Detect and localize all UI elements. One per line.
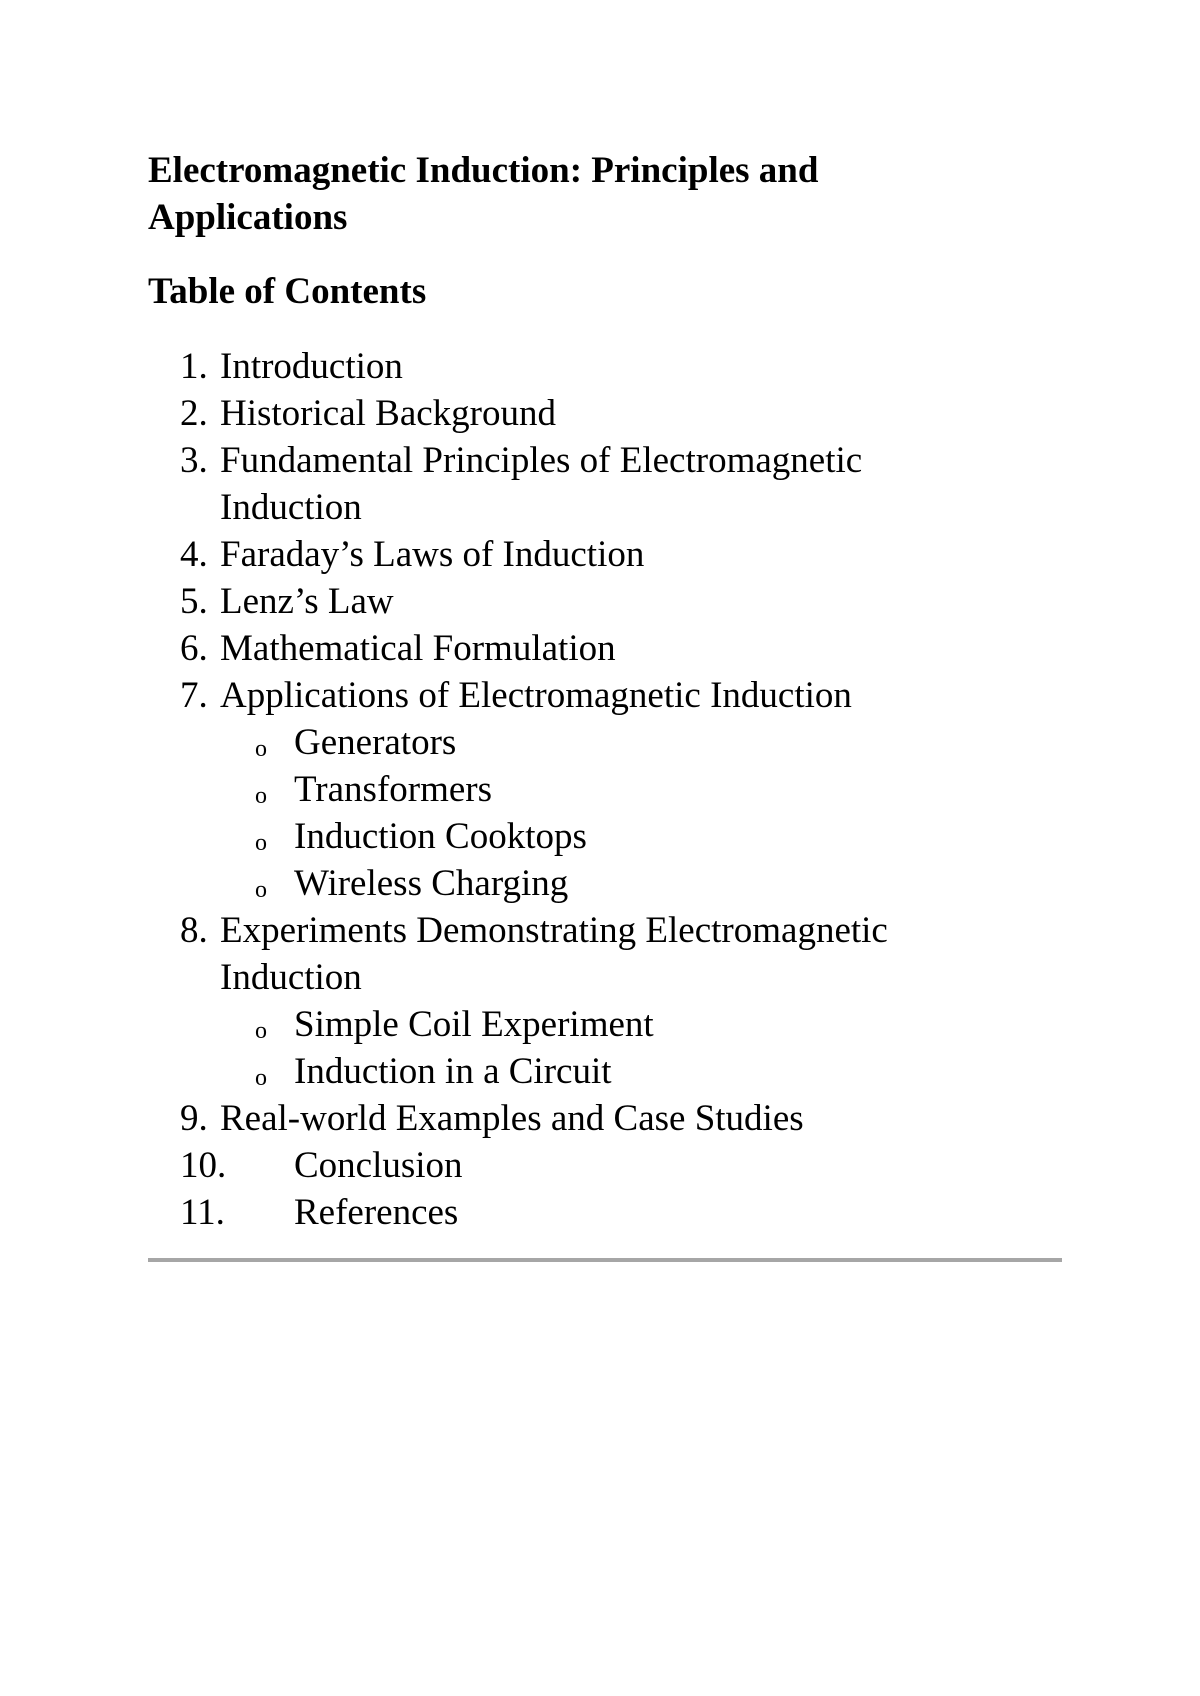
toc-item-label: Experiments Demonstrating Electromagnetic Induction — [220, 910, 888, 998]
toc-item-label: Lenz’s Law — [220, 581, 394, 622]
toc-subitem — [148, 1001, 1048, 1048]
toc-item-number: 3. — [180, 440, 208, 481]
hollow-bullet-icon: o — [255, 877, 267, 903]
toc-subitem — [148, 766, 1048, 813]
toc-item — [148, 437, 1048, 531]
toc-item-number: 4. — [180, 534, 208, 575]
toc-item-number: 1. — [180, 346, 208, 387]
toc-subitem — [148, 813, 1048, 860]
toc-item — [148, 625, 1048, 672]
toc-item — [148, 672, 1048, 719]
table-of-contents — [148, 343, 1048, 1236]
toc-item — [148, 907, 1048, 1001]
hollow-bullet-icon: o — [255, 783, 267, 809]
toc-item-label: References — [294, 1192, 459, 1233]
toc-item — [148, 390, 1048, 437]
toc-item-number: 5. — [180, 581, 208, 622]
toc-item-number: 7. — [180, 675, 208, 716]
toc-heading: Table of Contents — [148, 271, 427, 312]
hollow-bullet-icon: o — [255, 830, 267, 856]
toc-subitem-label: Wireless Charging — [294, 863, 569, 904]
toc-item-label: Mathematical Formulation — [220, 628, 616, 669]
toc-item-number: 6. — [180, 628, 208, 669]
toc-item-label: Real-world Examples and Case Studies — [220, 1098, 804, 1139]
toc-item-number: 10. — [180, 1145, 227, 1186]
toc-subitem — [148, 860, 1048, 907]
toc-item-number: 9. — [180, 1098, 208, 1139]
toc-item — [148, 1189, 1048, 1236]
toc-item-number: 8. — [180, 910, 208, 951]
toc-item — [148, 1095, 1048, 1142]
hollow-bullet-icon: o — [255, 736, 267, 762]
toc-item — [148, 578, 1048, 625]
toc-item-number: 2. — [180, 393, 208, 434]
toc-item-label: Fundamental Principles of Electromagnetic Induction — [220, 440, 863, 528]
toc-subitem — [148, 719, 1048, 766]
toc-item-label: Faraday’s Laws of Induction — [220, 534, 645, 575]
toc-subitem-label: Generators — [294, 722, 457, 763]
hollow-bullet-icon: o — [255, 1065, 267, 1091]
toc-subitem-label: Induction in a Circuit — [294, 1051, 612, 1092]
hollow-bullet-icon: o — [255, 1018, 267, 1044]
toc-item-number: 11. — [180, 1192, 225, 1233]
horizontal-rule — [148, 1258, 1062, 1262]
toc-item-label: Applications of Electromagnetic Induction — [220, 675, 852, 716]
toc-subitem-label: Simple Coil Experiment — [294, 1004, 654, 1045]
toc-subitem-label: Induction Cooktops — [294, 816, 587, 857]
toc-subitem — [148, 1048, 1048, 1095]
document-title: Electromagnetic Induction: Principles and Applications — [148, 150, 819, 238]
toc-item-label: Historical Background — [220, 393, 556, 434]
toc-item-label: Conclusion — [294, 1145, 463, 1186]
toc-subitem-label: Transformers — [294, 769, 493, 810]
toc-item — [148, 343, 1048, 390]
toc-item — [148, 531, 1048, 578]
toc-item-label: Introduction — [220, 346, 403, 387]
toc-item — [148, 1142, 1048, 1189]
